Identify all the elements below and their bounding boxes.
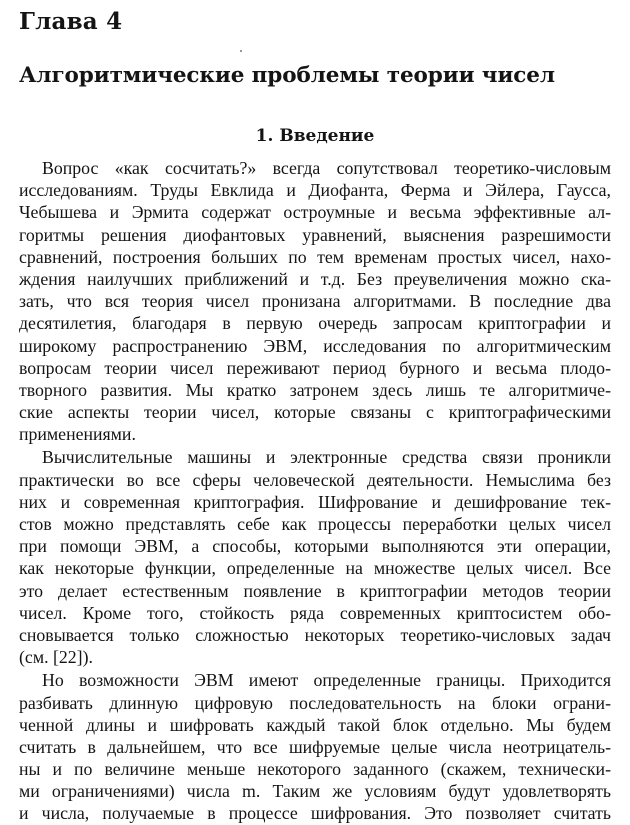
text-line: считать в дальнейшем, что все шифруемые целые числа неотрицатель- [19,736,611,757]
text-line: творного развития. Мы кратко затронем здесь лишь те алгоритмиче- [19,379,611,400]
text-line: горитмы решения диофантовых уравнений, выяснения разрешимости [19,224,611,245]
text-line: исследованиям. Труды Евклида и Диофанта, Ферма и Эйлера, Гаусса, [19,180,611,201]
text-line: применениями. [19,424,136,445]
chapter-title: Алгоритмические проблемы теории чисел [19,63,555,88]
text-line: них и современная криптография. Шифрование и дешифрование тек- [19,491,611,512]
chapter-label: Глава 4 [19,8,123,35]
text-line: десятилетия, благодаря в первую очередь запросам криптографии и [19,313,611,334]
text-line: и числа, получаемые в процессе шифрования. Это позволяет считать [19,803,611,824]
text-line: чисел. Кроме того, стойкость ряда современных криптосистем обо- [19,602,611,623]
text-line: разбивать длинную цифровую последовательность на блоки ограни- [19,692,611,713]
text-line: ские аспекты теории чисел, которые связаны с криптографическими [19,402,611,423]
text-line: Но возможности ЭВМ имеют определенные границы. Приходится [42,670,611,691]
section-title: 1. Введение [255,126,375,146]
text-line: ми ограничениями) числа m. Таким же условиям будут удовлетворять [19,781,611,802]
text-line: ны и по величине меньше некоторого заданного (скажем, технически- [19,759,611,780]
text-line: зать, что вся теория чисел пронизана алгоритмами. В последние два [19,291,611,312]
text-line: сновывается только сложностью некоторых теоретико-числовых задач [19,624,611,645]
text-line: Вопрос «как сосчитать?» всегда сопутствовал теоретико-числовым [42,158,611,178]
paragraph-2 [19,446,611,668]
text-line: как некоторые функции, определенные на множестве целых чисел. Все [19,558,611,579]
text-line: это делает естественным появление в криптографии методов теории [19,580,611,601]
body-text [19,157,611,825]
text-line: ждения наилучших приближений и т.д. Без преувеличения можно ска- [19,268,611,289]
text-line: вопросам теории чисел переживают период бурного и весьма плодо- [19,357,611,378]
text-line: ченной длины и шифровать каждый такой блок отдельно. Мы будем [19,714,611,735]
text-line: практически во все сферы человеческой деятельности. Немыслима без [19,469,611,490]
text-line: при помощи ЭВМ, а способы, которыми выполняются эти операции, [19,536,611,557]
text-line: сравнений, построения больших по тем временам простых чисел, нахо- [19,246,611,267]
text-line: Вычислительные машины и электронные средства связи проникли [42,447,611,468]
text-line: (см. [22]). [19,647,93,668]
text-line: стов можно представлять себе как процессы переработки целых чисел [19,514,611,534]
text-line: широкому распространению ЭВМ, исследования по алгоритмическим [19,335,611,356]
paragraph-3 [19,669,611,824]
scan-speck [240,50,242,52]
text-line: Чебышева и Эрмита содержат остроумные и весьма эффективные ал- [19,202,611,223]
paragraph-1 [19,157,611,445]
